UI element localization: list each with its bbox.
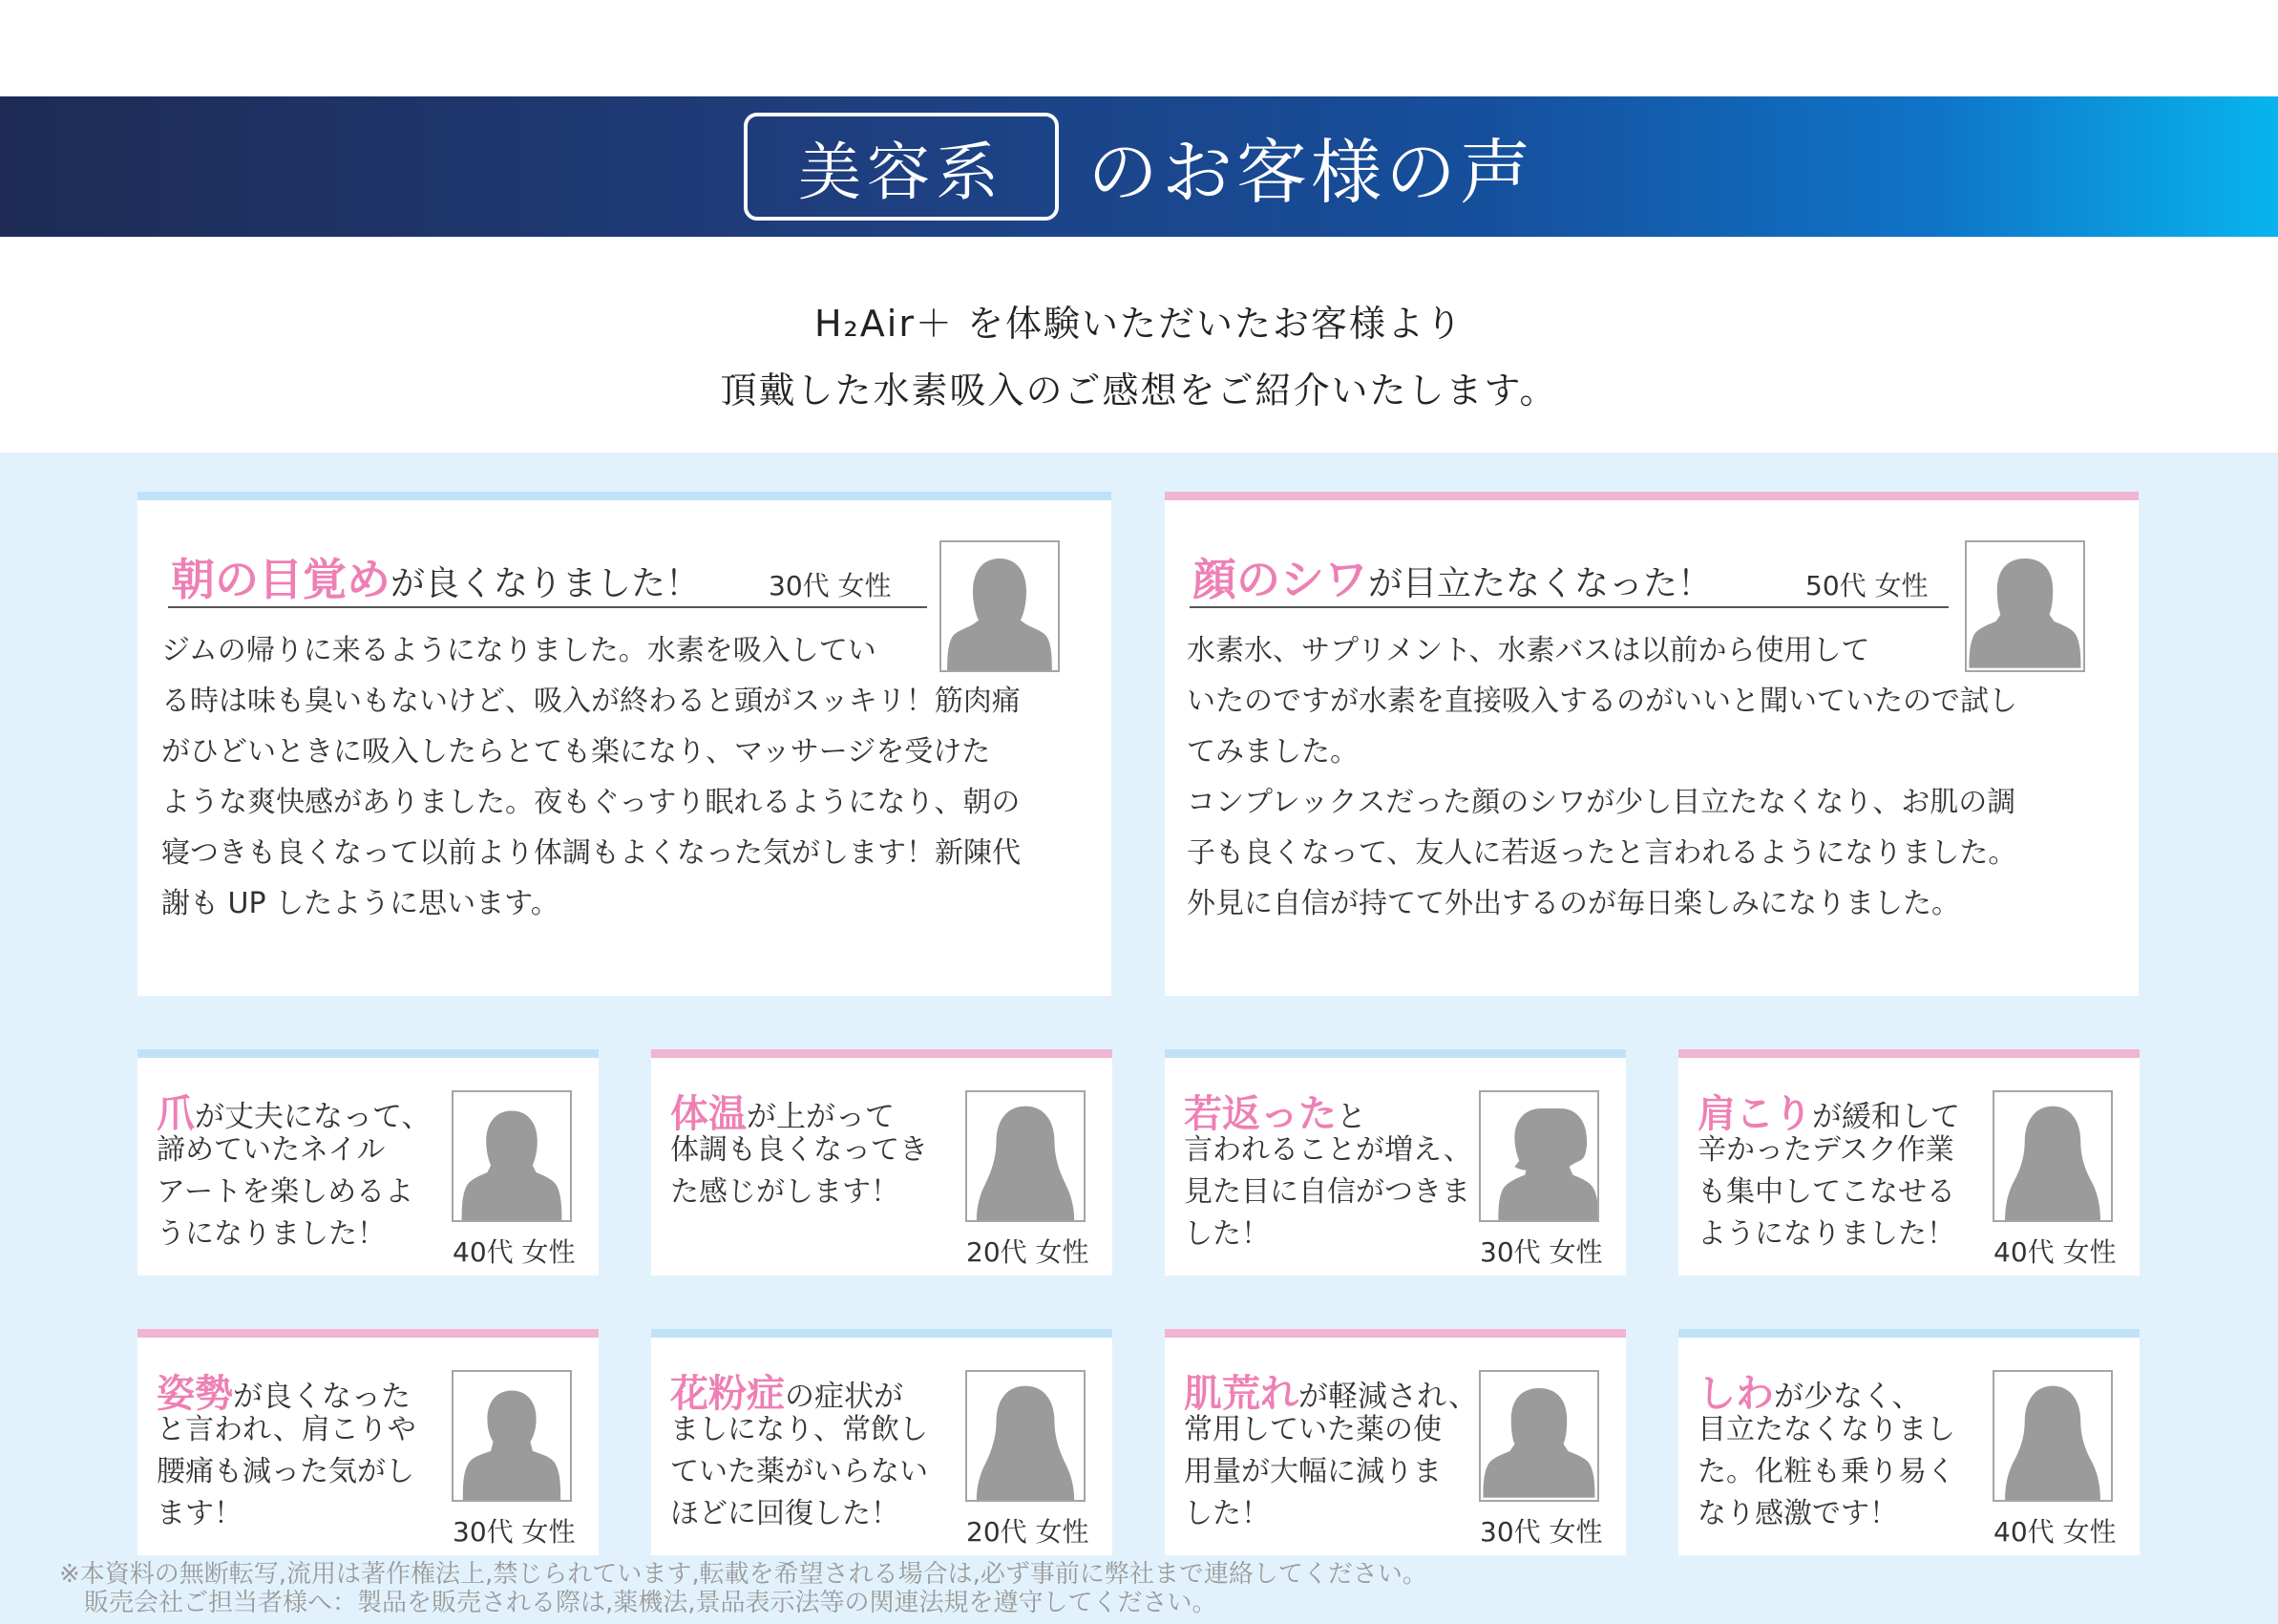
card-body: 水素水、サプリメント、水素バスは以前から使用して いたのですが水素を直接吸入するのがいいと聞いていたので試し てみました。 コンプレックスだった顔のシワが少し目立たなくなり、お肌の調 子も良くなって、友人に若返ったと言われるようになりました。 外見に自信が持てて外出するのが毎日楽しみになりました。 <box>1187 634 2017 920</box>
card-headline <box>1192 545 1712 608</box>
testimonial-card-shoulders <box>1678 1049 2140 1276</box>
card-keyword: 肌荒れ <box>1184 1372 1298 1416</box>
card-age: 30代 女性 <box>453 1516 576 1548</box>
testimonial-card-wrinkles <box>1165 492 2139 996</box>
card-age: 30代 女性 <box>769 570 892 601</box>
avatar <box>965 1370 1086 1502</box>
banner-title: のお客様の声 <box>1087 131 1534 214</box>
card-age: 20代 女性 <box>966 1516 1089 1548</box>
intro-line-2: 頂戴した水素吸入のご感想をご紹介いたします。 <box>720 369 1558 411</box>
testimonial-card-morning <box>137 492 1111 996</box>
banner-boxed-label: 美容系 <box>744 113 1059 221</box>
avatar <box>1993 1370 2113 1502</box>
person-silhouette-icon <box>1994 1092 2111 1220</box>
card-headline <box>171 545 700 608</box>
avatar <box>1993 1090 2113 1222</box>
card-headline-rest: と <box>1337 1100 1366 1134</box>
card-keyword: 若返った <box>1184 1092 1337 1136</box>
card-keyword: 顔のシワ <box>1192 554 1368 605</box>
person-silhouette-icon <box>1481 1372 1597 1500</box>
card-headline-rest: が上がって <box>747 1100 895 1134</box>
card-headline-rest: が少なく、 <box>1774 1380 1922 1414</box>
card-headline-rest: が目立たなくなった！ <box>1368 564 1713 603</box>
card-keyword: 爪 <box>157 1092 195 1136</box>
card-headline-rest: が丈夫になって、 <box>195 1100 432 1134</box>
card-headline-rest: が良くなりました！ <box>390 564 701 603</box>
card-headline-rest: が軽減され、 <box>1298 1380 1478 1414</box>
card-age: 20代 女性 <box>966 1236 1089 1268</box>
avatar <box>965 1090 1086 1222</box>
card-age: 40代 女性 <box>453 1236 576 1268</box>
avatar <box>452 1370 572 1502</box>
person-silhouette-icon <box>453 1092 570 1220</box>
testimonial-card-skin <box>1165 1329 1626 1555</box>
card-body: と言われ、肩こりや 腰痛も減った気がし ます！ <box>157 1413 416 1530</box>
card-body: 言われることが増え、 見た目に自信がつきま した！ <box>1184 1133 1472 1251</box>
avatar <box>1479 1090 1599 1222</box>
card-keyword: しわ <box>1698 1372 1774 1416</box>
card-body: ジムの帰りに来るようになりました。水素を吸入してい る時は味も臭いもないけど、吸入が終わると頭がスッキリ！筋肉痛 がひどいときに吸入したらとても楽になり、マッサージを受けた ような爽快感がありました。夜もぐっすり眠れるようになり、朝の 寝つきも良くなって以前より体調もよくなった気がします！新陳代 謝も UP したように思います。 <box>161 634 1021 920</box>
card-body: 辛かったデスク作業 も集中してこなせる ようになりました！ <box>1698 1133 1955 1251</box>
card-age: 50代 女性 <box>1805 570 1929 601</box>
copyright-notice <box>59 1560 1427 1617</box>
title-banner <box>0 96 2278 237</box>
card-keyword: 姿勢 <box>157 1372 233 1416</box>
testimonial-card-wrinkles-small <box>1678 1329 2140 1555</box>
testimonial-card-temperature <box>651 1049 1112 1276</box>
card-keyword: 肩こり <box>1698 1092 1812 1136</box>
testimonial-card-posture <box>137 1329 599 1555</box>
card-age: 40代 女性 <box>1993 1516 2117 1548</box>
card-body: ましになり、常飲し ていた薬がいらない ほどに回復した！ <box>670 1413 928 1530</box>
person-silhouette-icon <box>967 1092 1084 1220</box>
testimonial-card-younger <box>1165 1049 1626 1276</box>
card-age: 40代 女性 <box>1993 1236 2117 1268</box>
headline-underline <box>1190 606 1949 608</box>
card-body: 目立たなくなりまし た。化粧も乗り易く なり感激です！ <box>1698 1413 1955 1530</box>
card-body: 体調も良くなってき た感じがします！ <box>670 1133 928 1209</box>
person-silhouette-icon <box>967 1372 1084 1500</box>
card-age: 30代 女性 <box>1480 1516 1603 1548</box>
card-headline-rest: が良くなった <box>233 1380 411 1414</box>
card-body: 常用していた薬の使 用量が大幅に減りま した！ <box>1184 1413 1442 1530</box>
person-silhouette-icon <box>453 1372 570 1500</box>
avatar <box>452 1090 572 1222</box>
copyright-line-1: ※本資料の無断転写,流用は著作権法上,禁じられています,転載を希望される場合は,必ず事前に弊社まで連絡してください。 <box>59 1560 1427 1589</box>
person-silhouette-icon <box>1994 1372 2111 1500</box>
copyright-line-2: 販売会社ご担当者様へ：製品を販売される際は,薬機法,景品表示法等の関連法規を遵守してください。 <box>84 1589 1217 1617</box>
card-age: 30代 女性 <box>1480 1236 1603 1268</box>
card-keyword: 朝の目覚め <box>171 554 390 605</box>
card-keyword: 体温 <box>670 1092 747 1136</box>
card-headline-rest: の症状が <box>785 1380 903 1414</box>
person-silhouette-icon <box>1481 1092 1597 1220</box>
card-keyword: 花粉症 <box>670 1372 785 1416</box>
testimonial-card-hayfever <box>651 1329 1112 1555</box>
headline-underline <box>168 606 927 608</box>
card-body: 諦めていたネイル アートを楽しめるよ うになりました！ <box>157 1133 414 1251</box>
testimonial-card-nails <box>137 1049 599 1276</box>
intro-line-1: H₂Air＋ を体験いただいたお客様より <box>813 303 1465 345</box>
card-headline-rest: が緩和して <box>1812 1100 1960 1134</box>
avatar <box>1479 1370 1599 1502</box>
